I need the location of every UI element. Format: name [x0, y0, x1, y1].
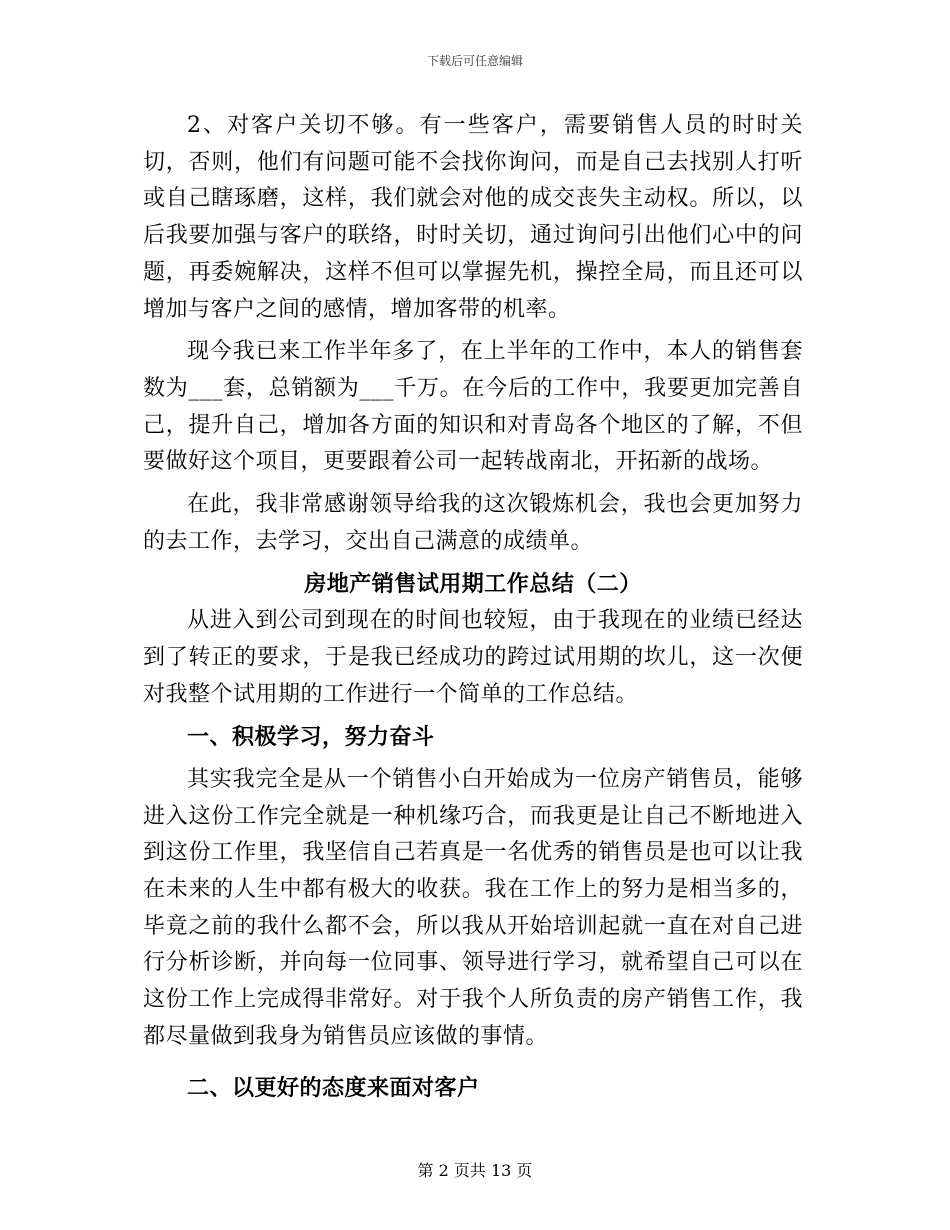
page-footer: 第 2 页共 13 页: [417, 1161, 533, 1180]
heading-two: 二、以更好的态度来面对客户: [187, 1074, 480, 1101]
section-title: 房地产销售试用期工作总结（二）: [304, 571, 642, 598]
page-header: 下载后可任意编辑: [426, 54, 523, 68]
paragraph-intro: 从进入到公司到现在的时间也较短，由于我现在的业绩已经达到了转正的要求，于是我已经成功的跨过试用期的坎儿，这一次便对我整个试用期的工作进行一个简单的工作总结。: [143, 608, 803, 707]
heading-one: 一、积极学习，努力奋斗: [187, 724, 435, 751]
paragraph-half-year-summary: 现今我已来工作半年多了，在上半年的工作中，本人的销售套数为___套，总销额为___千万。在今后的工作中，我要更加完善自己，提升自己，增加各方面的知识和对青岛各个地区的了解，不但要做好这个项目，更要跟着公司一起转战南北，开拓新的战场。: [143, 339, 803, 475]
paragraph-learning: 其实我完全是从一个销售小白开始成为一位房产销售员，能够进入这份工作完全就是一种机缘巧合，而我更是让自己不断地进入到这份工作里，我坚信自己若真是一名优秀的销售员是也可以让我在未来的人生中都有极大的收获。我在工作上的努力是相当多的，毕竟之前的我什么都不会，所以我从开始培训起就一直在对自己进行分析诊断，并向每一位同事、领导进行学习，就希望自己可以在这份工作上完成得非常好。对于我个人所负责的房产销售工作，我都尽量做到我身为销售员应该做的事情。: [143, 766, 803, 1049]
document-body: [143, 108, 803, 1106]
paragraph-customer-care: 2、对客户关切不够。有一些客户，需要销售人员的时时关切，否则，他们有问题可能不会找你询问，而是自己去找别人打听或自己瞎琢磨，这样，我们就会对他的成交丧失主动权。所以，以后我要加强与客户的联络，时时关切，通过询问引出他们心中的问题，再委婉解决，这样不但可以掌握先机，操控全局，而且还可以增加与客户之间的感情，增加客带的机率。: [143, 113, 803, 322]
paragraph-thanks: 在此，我非常感谢领导给我的这次锻炼机会，我也会更加努力的去工作，去学习，交出自己满意的成绩单。: [143, 492, 803, 554]
